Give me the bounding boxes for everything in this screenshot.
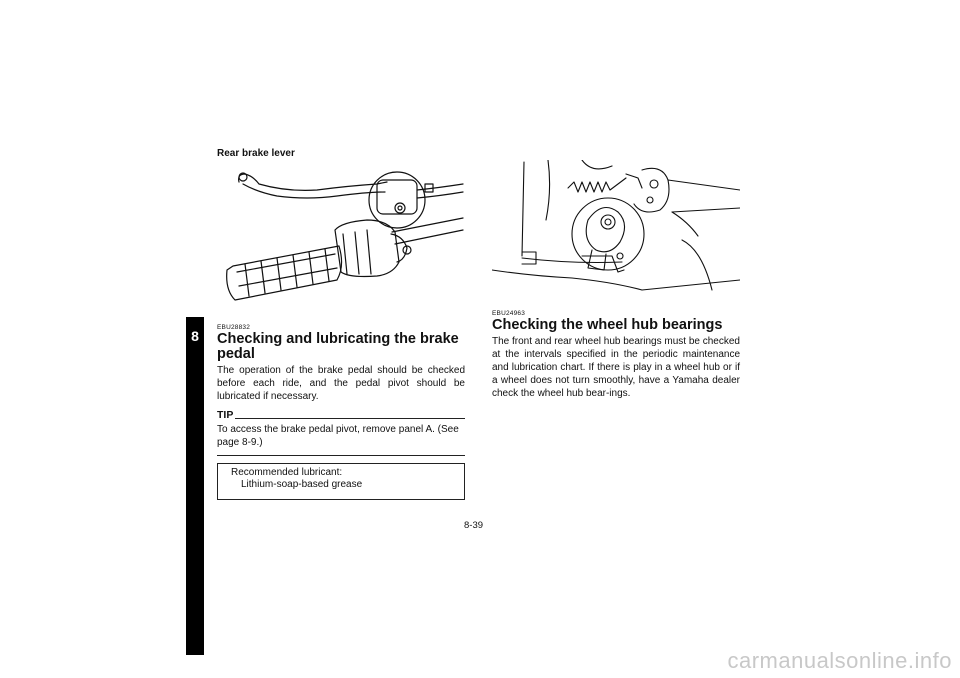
reference-code: EBU28832 <box>217 324 251 331</box>
tip-label: TIP <box>217 409 234 421</box>
tip-block <box>217 409 465 456</box>
brake-pedal-illustration <box>492 160 740 296</box>
tip-text: To access the brake pedal pivot, remove panel A. (See page 8-9.) <box>217 424 459 448</box>
body-text: The front and rear wheel hub bearings must be checked at the intervals specified in the periodic maintenance and lubrication chart. If there is play in a wheel hub or if a wheel does not turn smoothly, have a Yamaha dealer check the wheel hub bear-ings. <box>492 336 740 399</box>
tip-bottom-rule <box>217 455 465 456</box>
figure-caption: Rear brake lever <box>217 148 295 159</box>
right-column <box>492 160 740 400</box>
tip-header <box>217 409 465 421</box>
left-column <box>217 148 465 500</box>
section-heading: Checking and lubricating the brake pedal <box>217 331 459 362</box>
reference-code: EBU24963 <box>492 310 526 317</box>
lubricant-label: Recommended lubricant: <box>231 467 343 478</box>
body-text: The operation of the brake pedal should be checked before each ride, and the pedal pivot should be lubricated if necessary. <box>217 365 465 402</box>
brake-lever-illustration <box>217 162 465 312</box>
page-number: 8-39 <box>464 520 484 531</box>
watermark: carmanualsonline.info <box>727 648 952 673</box>
section-heading: Checking the wheel hub bearings <box>492 317 723 333</box>
lubricant-box <box>217 463 465 500</box>
chapter-tab: 8 <box>186 317 204 655</box>
tip-rule <box>235 418 465 419</box>
lubricant-value: Lithium-soap-based grease <box>241 479 363 490</box>
